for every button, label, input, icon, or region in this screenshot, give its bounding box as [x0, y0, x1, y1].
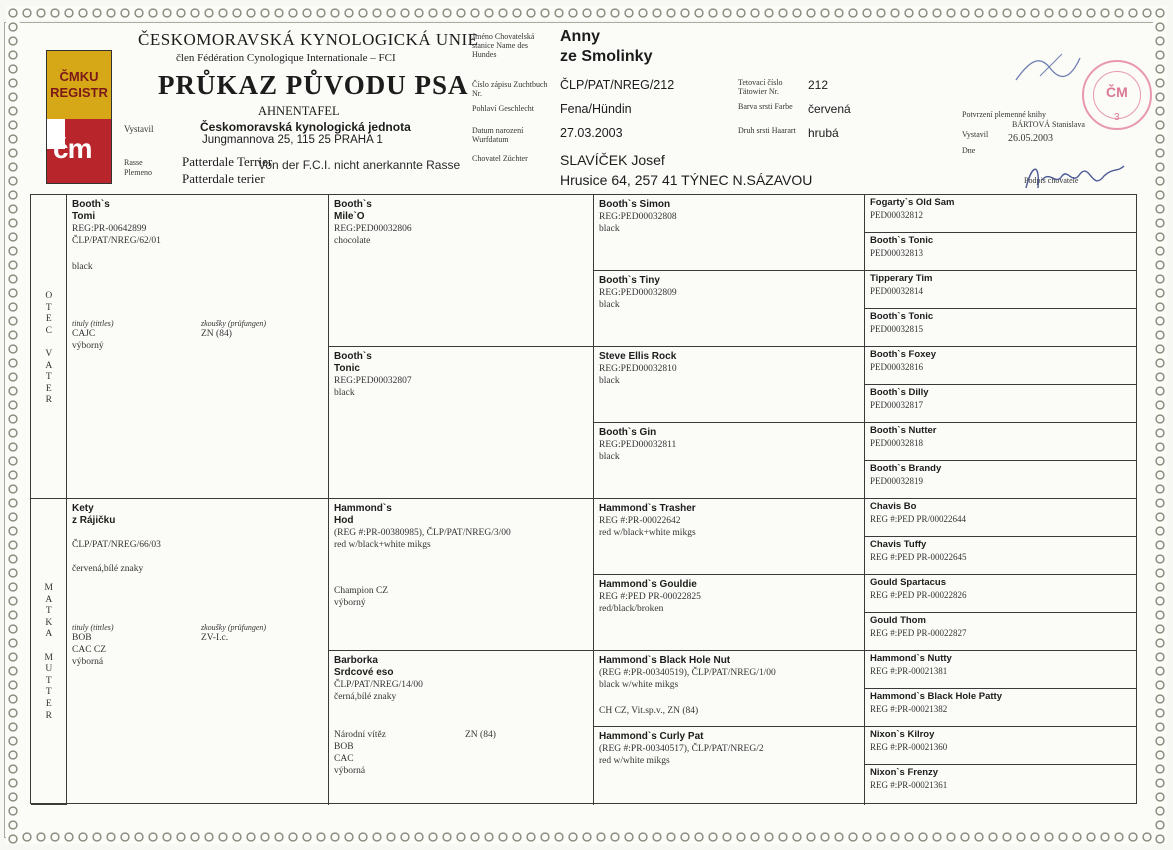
certificate-header [24, 28, 1140, 192]
ggp-titles: CH CZ, Vit.sp.v., ZN (84) [599, 706, 699, 716]
granddam-mp-exam: ZN (84) [465, 730, 496, 740]
mother-side-text: M A T K A M U T T E R [44, 583, 54, 721]
ggg-reg: REG #:PED PR-00022827 [870, 628, 967, 638]
grandsire-mp-line2: Hod [334, 515, 354, 526]
great-grandparent-cell [594, 499, 865, 575]
ggp-color: red/black/broken [599, 604, 664, 614]
gg-grandparent-cell [865, 461, 1137, 499]
gg-grandparent-cell [865, 727, 1137, 765]
ggg-reg: REG #:PR-00021381 [870, 666, 948, 676]
ggg-reg: PED00032817 [870, 400, 924, 410]
stud-book-stamp [1082, 60, 1152, 130]
sire-reg: REG:PR-00642899 [72, 224, 147, 234]
gg-grandparent-cell [865, 499, 1137, 537]
sire-titles: CAJC [72, 329, 96, 339]
ggp-name: Steve Ellis Rock [599, 351, 677, 362]
dam-titles-label: tituly (tittles) [72, 623, 114, 632]
great-grandparent-cell [594, 423, 865, 499]
granddam-mp-grade: výborná [334, 766, 366, 776]
granddam-mp-title2: BOB [334, 742, 354, 752]
grandsire-mp-line1: Hammond`s [334, 503, 392, 514]
granddam-mp-line2: Srdcové eso [334, 667, 394, 678]
dam-titles: BOB [72, 633, 92, 643]
ggp-name: Hammond`s Trasher [599, 503, 696, 514]
ggg-name: Hammond`s Black Hole Patty [870, 691, 1002, 702]
great-grandparent-cell [594, 347, 865, 423]
dog-registration: ČLP/PAT/NREG/212 [560, 78, 675, 92]
border-top [6, 6, 1167, 20]
sire-name-line2: Tomi [72, 211, 96, 222]
grandsire-pp-reg: REG:PED00032806 [334, 224, 412, 234]
ggg-reg: REG #:PED PR/00022644 [870, 514, 967, 524]
great-grandparent-cell [594, 271, 865, 347]
father-side-label [31, 195, 67, 499]
gg-grandparent-cell [865, 689, 1137, 727]
confirmation-issued-label: Vystavil [962, 130, 989, 139]
breed-label-1: Rasse [124, 158, 143, 167]
dog-color: červená [808, 102, 851, 116]
granddam-pp-line2: Tonic [334, 363, 360, 374]
pedigree-table [30, 194, 1137, 804]
tattoo-label: Tetovací číslo Tätowier Nr. [738, 78, 783, 96]
gg-grandparent-cell [865, 765, 1137, 805]
reg-label: Číslo zápisu Zuchtbuch Nr. [472, 80, 548, 98]
ggp-reg: REG #:PR-00022642 [599, 516, 681, 526]
ggp-color: red w/white mikgs [599, 756, 670, 766]
issuer-address: Jungmannova 25, 115 25 PRAHA 1 [202, 134, 383, 146]
ggg-reg: PED00032814 [870, 286, 924, 296]
ggg-name: Nixon`s Frenzy [870, 767, 939, 778]
sire-color: black [72, 262, 93, 272]
grandparent-cell [329, 499, 594, 651]
color-label: Barva srsti Farbe [738, 102, 793, 111]
dog-coat: hrubá [808, 126, 839, 140]
sire-exams-label: zkoušky (prüfungen) [201, 319, 267, 328]
registrar-signature [1010, 50, 1090, 90]
dog-birth-date: 27.03.2003 [560, 126, 623, 140]
great-grandparent-cell [594, 575, 865, 651]
grandsire-pp-color: chocolate [334, 236, 371, 246]
ggg-reg: PED00032818 [870, 438, 924, 448]
confirmation-date-label: Dne [962, 146, 976, 155]
sire-grade: výborný [72, 341, 104, 351]
border-bottom [6, 830, 1167, 844]
ggg-name: Chavis Tuffy [870, 539, 927, 550]
ggp-reg: REG:PED00032810 [599, 364, 677, 374]
granddam-pp-reg: REG:PED00032807 [334, 376, 412, 386]
signature-label: Podpis chovatele [1024, 176, 1079, 185]
grandsire-pp-line1: Booth`s [334, 199, 372, 210]
ggp-reg: REG:PED00032809 [599, 288, 677, 298]
breed-name-1: Patterdale Terrier [182, 154, 273, 169]
logo-line1: ČMKU [59, 69, 99, 84]
father-side-text: O T E C V A T E R [45, 291, 53, 406]
ggp-color: red w/black+white mikgs [599, 528, 696, 538]
stamp-number: 3 [1114, 112, 1120, 123]
dob-label: Datum narození Wurfdatum [472, 126, 524, 144]
border-right [1153, 6, 1167, 844]
dam-cell [67, 499, 329, 805]
ggp-color: black [599, 224, 620, 234]
document-subtitle: AHNENTAFEL [258, 104, 340, 118]
gg-grandparent-cell [865, 537, 1137, 575]
ggg-name: Chavis Bo [870, 501, 917, 512]
gg-grandparent-cell [865, 233, 1137, 271]
ggg-name: Gould Thom [870, 615, 926, 626]
ggg-name: Fogarty`s Old Sam [870, 197, 955, 208]
dam-name-line2: z Rájičku [72, 515, 116, 526]
ggp-color: black [599, 376, 620, 386]
gg-grandparent-cell [865, 347, 1137, 385]
ggp-color: black [599, 300, 620, 310]
fci-membership: člen Fédération Cynologique Internationale – FCI [176, 52, 396, 64]
ggg-name: Booth`s Tonic [870, 235, 934, 246]
ggg-name: Booth`s Dilly [870, 387, 929, 398]
confirmation-label: Potvrzení plemenné knihy [962, 110, 1046, 119]
grandsire-mp-title: Champion CZ [334, 586, 389, 596]
ggg-reg: PED00032816 [870, 362, 924, 372]
dam-color: červená,bílé znaky [72, 564, 144, 574]
ggp-name: Hammond`s Black Hole Nut [599, 655, 731, 666]
sex-label: Pohlaví Geschlecht [472, 104, 534, 113]
ggg-name: Booth`s Nutter [870, 425, 937, 436]
breeder-label: Chovatel Züchter [472, 154, 528, 163]
breeder-address: Hrusice 64, 257 41 TÝNEC N.SÁZAVOU [560, 172, 813, 188]
ggp-reg: REG:PED00032811 [599, 440, 677, 450]
ggp-name: Booth`s Gin [599, 427, 657, 438]
confirmation-date: 26.05.2003 [1008, 133, 1053, 144]
name-label: Jméno Chovatelská stanice Name des Hundes [472, 32, 535, 59]
confirmation-issuer: BÁRTOVÁ Stanislava [1012, 120, 1085, 129]
ggp-reg: (REG #:PR-00340519), ČLP/PAT/NREG/1/00 [599, 668, 776, 678]
issuer-label: Vystavil [124, 124, 154, 134]
dam-titles2: CAC CZ [72, 645, 107, 655]
sire-name-line1: Booth`s [72, 199, 110, 210]
ggp-reg: REG:PED00032808 [599, 212, 677, 222]
ggg-reg: PED00032812 [870, 210, 924, 220]
sire-reg2: ČLP/PAT/NREG/62/01 [72, 236, 161, 246]
ggg-name: Tipperary Tim [870, 273, 933, 284]
grandsire-mp-grade: výborný [334, 598, 366, 608]
breeder-name: SLAVÍČEK Josef [560, 152, 665, 168]
ggg-reg: PED00032813 [870, 248, 924, 258]
breed-label-2: Plemeno [124, 168, 152, 177]
gg-grandparent-cell [865, 309, 1137, 347]
issuer-name: Českomoravská kynologická jednota [200, 120, 411, 134]
dam-exams-label: zkoušky (prüfungen) [201, 623, 267, 632]
grandparent-cell [329, 651, 594, 805]
ggp-reg: (REG #:PR-00340517), ČLP/PAT/NREG/2 [599, 744, 764, 754]
gg-grandparent-cell [865, 613, 1137, 651]
dam-grade: výborná [72, 657, 104, 667]
dam-reg: ČLP/PAT/NREG/66/03 [72, 540, 161, 550]
ggg-reg: PED00032819 [870, 476, 924, 486]
sire-exams: ZN (84) [201, 329, 232, 339]
dog-name: Anny [560, 28, 600, 45]
mother-side-label [31, 499, 67, 805]
not-fci-note: Von der F.C.I. nicht anerkannte Rasse [258, 158, 461, 172]
great-grandparent-cell [594, 727, 865, 805]
ggg-name: Hammond`s Nutty [870, 653, 952, 664]
dam-exams: ZV-I.c. [201, 633, 229, 643]
cmku-registr-logo [46, 50, 112, 184]
ggg-reg: REG #:PED PR-00022826 [870, 590, 967, 600]
gg-grandparent-cell [865, 271, 1137, 309]
ggp-name: Hammond`s Curly Pat [599, 731, 704, 742]
union-name: ČESKOMORAVSKÁ KYNOLOGICKÁ UNIE [138, 30, 479, 49]
granddam-mp-color: černá,bílé znaky [334, 692, 397, 702]
great-grandparent-cell [594, 651, 865, 727]
ggg-reg: REG #:PR-00021361 [870, 780, 948, 790]
gg-grandparent-cell [865, 195, 1137, 233]
granddam-mp-title1: Národní vítěz [334, 730, 386, 740]
ggg-name: Booth`s Tonic [870, 311, 934, 322]
gg-grandparent-cell [865, 423, 1137, 461]
logo-mark: čm [53, 133, 92, 164]
granddam-mp-title3: CAC [334, 754, 354, 764]
dog-kennel: ze Smolinky [560, 48, 653, 65]
ggg-reg: PED00032815 [870, 324, 924, 334]
grandsire-mp-reg: (REG #:PR-00380985), ČLP/PAT/NREG/3/00 [334, 528, 511, 538]
breeder-signature [1020, 158, 1130, 198]
ggp-reg: REG #:PED PR-00022825 [599, 592, 701, 602]
document-title: PRŮKAZ PŮVODU PSA [158, 70, 469, 100]
ggp-color: black [599, 452, 620, 462]
ggg-name: Nixon`s Kilroy [870, 729, 935, 740]
ggp-name: Booth`s Tiny [599, 275, 660, 286]
ggg-name: Booth`s Brandy [870, 463, 942, 474]
ggp-name: Booth`s Simon [599, 199, 671, 210]
breed-name-2: Patterdale terier [182, 171, 265, 186]
dog-tattoo: 212 [808, 78, 829, 92]
granddam-pp-color: black [334, 388, 355, 398]
ggg-name: Booth`s Foxey [870, 349, 936, 360]
sire-cell [67, 195, 329, 499]
grandsire-mp-color: red w/black+white mikgs [334, 540, 431, 550]
ggg-reg: REG #:PR-00021360 [870, 742, 948, 752]
gg-grandparent-cell [865, 575, 1137, 613]
border-left [6, 6, 20, 844]
coat-label: Druh srsti Haarart [738, 126, 796, 135]
sire-titles-label: tituly (tittles) [72, 319, 114, 328]
dam-name-line1: Kety [72, 503, 94, 514]
grandparent-cell [329, 347, 594, 499]
grandparent-cell [329, 195, 594, 347]
granddam-pp-line1: Booth`s [334, 351, 372, 362]
dog-sex: Fena/Hündin [560, 102, 632, 116]
logo-line2: REGISTR [50, 85, 108, 100]
ggp-color: black w/white mikgs [599, 680, 679, 690]
great-grandparent-cell [594, 195, 865, 271]
stamp-logo: ČM [1106, 84, 1128, 100]
ggg-reg: REG #:PR-00021382 [870, 704, 948, 714]
granddam-mp-line1: Barborka [334, 655, 378, 666]
gg-grandparent-cell [865, 651, 1137, 689]
granddam-mp-reg: ČLP/PAT/NREG/14/00 [334, 680, 423, 690]
ggg-name: Gould Spartacus [870, 577, 947, 588]
gg-grandparent-cell [865, 385, 1137, 423]
grandsire-pp-line2: Mile`O [334, 211, 365, 222]
ggg-reg: REG #:PED PR-00022645 [870, 552, 967, 562]
ggp-name: Hammond`s Gouldie [599, 579, 697, 590]
